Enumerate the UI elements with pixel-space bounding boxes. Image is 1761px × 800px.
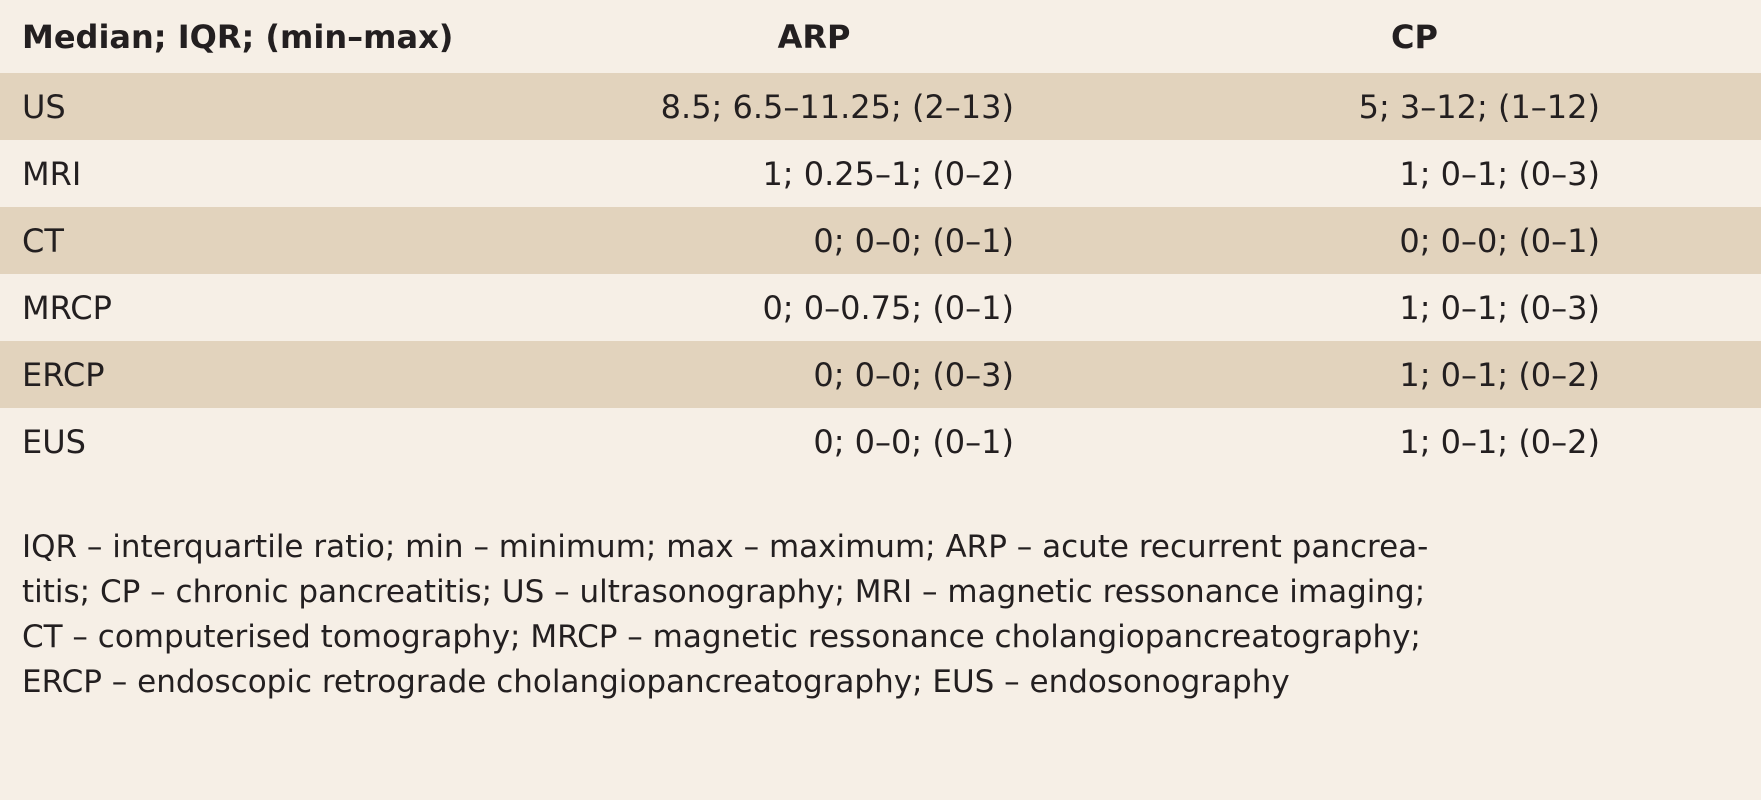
arp-value: 8.5; 6.5–11.25; (2–13) — [560, 73, 1068, 140]
cp-value: 1; 0–1; (0–2) — [1068, 341, 1761, 408]
arp-value: 0; 0–0.75; (0–1) — [762, 288, 1014, 327]
header-arp: ARP — [777, 17, 851, 56]
row-label: EUS — [22, 422, 86, 461]
table-row — [0, 73, 1761, 140]
header-cp: CP — [1391, 17, 1438, 56]
row-label: US — [0, 73, 560, 140]
table-footnote — [22, 525, 1742, 705]
cp-value: 0; 0–0; (0–1) — [1068, 207, 1761, 274]
table-row — [0, 408, 1761, 475]
table-header — [0, 0, 1761, 73]
footnote-line: ERCP – endoscopic retrograde cholangiopancreatography; EUS – endosonography — [22, 664, 1290, 700]
arp-value: 0; 0–0; (0–1) — [813, 422, 1014, 461]
header-row — [0, 0, 1761, 73]
table-row — [0, 140, 1761, 207]
table-row — [0, 207, 1761, 274]
footnote-line: titis; CP – chronic pancreatitis; US – ultrasonography; MRI – magnetic ressonance imaging; — [22, 574, 1426, 610]
row-label: MRCP — [22, 288, 112, 327]
footnote-line: CT – computerised tomography; MRCP – magnetic ressonance cholangiopancreatography; — [22, 619, 1421, 655]
arp-value: 1; 0.25–1; (0–2) — [762, 154, 1014, 193]
arp-value: 0; 0–0; (0–3) — [560, 341, 1068, 408]
cp-value: 5; 3–12; (1–12) — [1068, 73, 1761, 140]
table-row — [0, 341, 1761, 408]
row-label: MRI — [22, 154, 82, 193]
arp-value: 0; 0–0; (0–1) — [560, 207, 1068, 274]
table-body — [0, 73, 1761, 475]
cp-value: 1; 0–1; (0–3) — [1399, 288, 1600, 327]
header-label: Median; IQR; (min–max) — [22, 17, 454, 56]
footnote-line: IQR – interquartile ratio; min – minimum; max – maximum; ARP – acute recurrent pancrea- — [22, 529, 1429, 565]
cp-value: 1; 0–1; (0–2) — [1399, 422, 1600, 461]
table-row — [0, 274, 1761, 341]
row-label: CT — [0, 207, 560, 274]
cp-value: 1; 0–1; (0–3) — [1399, 154, 1600, 193]
row-label: ERCP — [0, 341, 560, 408]
